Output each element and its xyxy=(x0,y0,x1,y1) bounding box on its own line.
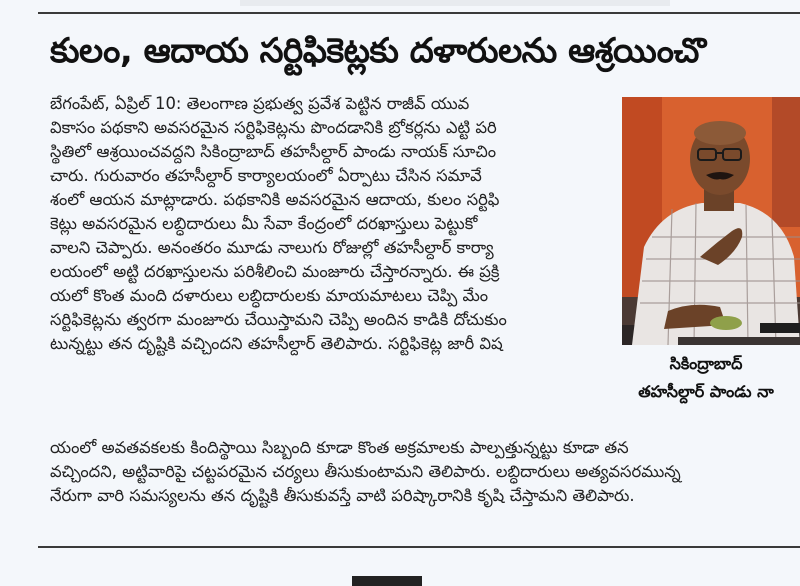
caption-line: తహసీల్దార్ పాండు నా xyxy=(638,382,774,401)
top-divider xyxy=(38,12,800,14)
next-article-fragment xyxy=(352,576,422,586)
photo-caption xyxy=(612,350,800,406)
body-line: నేరుగా వారి సమస్యలను తన దృష్టికి తీసుకువస్తే వాటి పరిష్కారానికి కృషి చేస్తామని తెలిపారు. xyxy=(50,486,635,505)
article-body-continued xyxy=(50,436,800,508)
bottom-divider xyxy=(38,546,800,548)
person-portrait-illustration xyxy=(622,97,800,345)
body-line: టున్నట్టు తన దృష్టికి వచ్చిందని తహసీల్దార్ తెలిపారు. సర్టిఫికెట్ల జారీ విష xyxy=(50,334,503,353)
caption-line: సికింద్రాబాద్ xyxy=(669,354,743,373)
body-line: యంలో అవతవకలకు కిందిస్థాయి సిబ్బంది కూడా కొంత అక్రమాలకు పాల్పత్తున్నట్టు కూడా తన xyxy=(50,438,629,457)
body-line: లయంలో అట్టి దరఖాస్తులను పరిశీలించి మంజూరు చేస్తారన్నారు. ఈ ప్రక్రి xyxy=(50,262,500,281)
body-line: సర్టిఫికెట్లను త్వరగా మంజూరు చేయిస్తామని చెప్పి అందిన కాడికి దోచుకుం xyxy=(50,310,507,329)
official-photo xyxy=(622,97,800,345)
body-line: చారు. గురువారం తహసీల్దార్ కార్యాలయంలో ఏర్పాటు చేసిన సమావే xyxy=(50,166,482,185)
body-line: వాలని చెప్పారు. అనంతరం మూడు నాలుగు రోజుల్లో తహసీల్దార్ కార్యా xyxy=(50,238,494,257)
headline: కులం, ఆదాయ సర్టిఫికెట్లకు దళారులను ఆశ్రయించొ xyxy=(50,31,706,71)
body-line: యలో కొంత మంది దళారులు లబ్ధిదారులకు మాయమాటలు చెప్పి మేం xyxy=(50,286,489,305)
body-line: బేగంపేట్, ఏప్రిల్ 10: తెలంగాణ ప్రభుత్వ ప్రవేశ పెట్టిన రాజీవ్ యువ xyxy=(50,94,470,113)
body-line: శంలో ఆయన మాట్లాడారు. పథకానికి అవసరమైన ఆదాయ, కులం సర్టిఫి xyxy=(50,190,500,209)
body-line: కెట్లు అవసరమైన లబ్ధిదారులు మీ సేవా కేంద్రంలో దరఖాస్తులు పెట్టుకో xyxy=(50,214,478,233)
article-body xyxy=(50,92,610,356)
body-line: వికాసం పథకాని అవసరమైన సర్టిఫికెట్లను పొందడానికి బ్రోకర్లను ఎట్టి పరి xyxy=(50,118,497,137)
previous-article-fragment xyxy=(240,0,670,6)
body-line: వచ్చిందని, అట్టివారిపై చట్టపరమైన చర్యలు తీసుకుంటామని తెలిపారు. లబ్ధిదారులు అత్యవసరమున్న xyxy=(50,462,681,481)
body-line: స్థితిలో ఆశ్రయించవద్దని సికింద్రాబాద్ తహసీల్దార్ పాండు నాయక్ సూచిం xyxy=(50,142,497,161)
